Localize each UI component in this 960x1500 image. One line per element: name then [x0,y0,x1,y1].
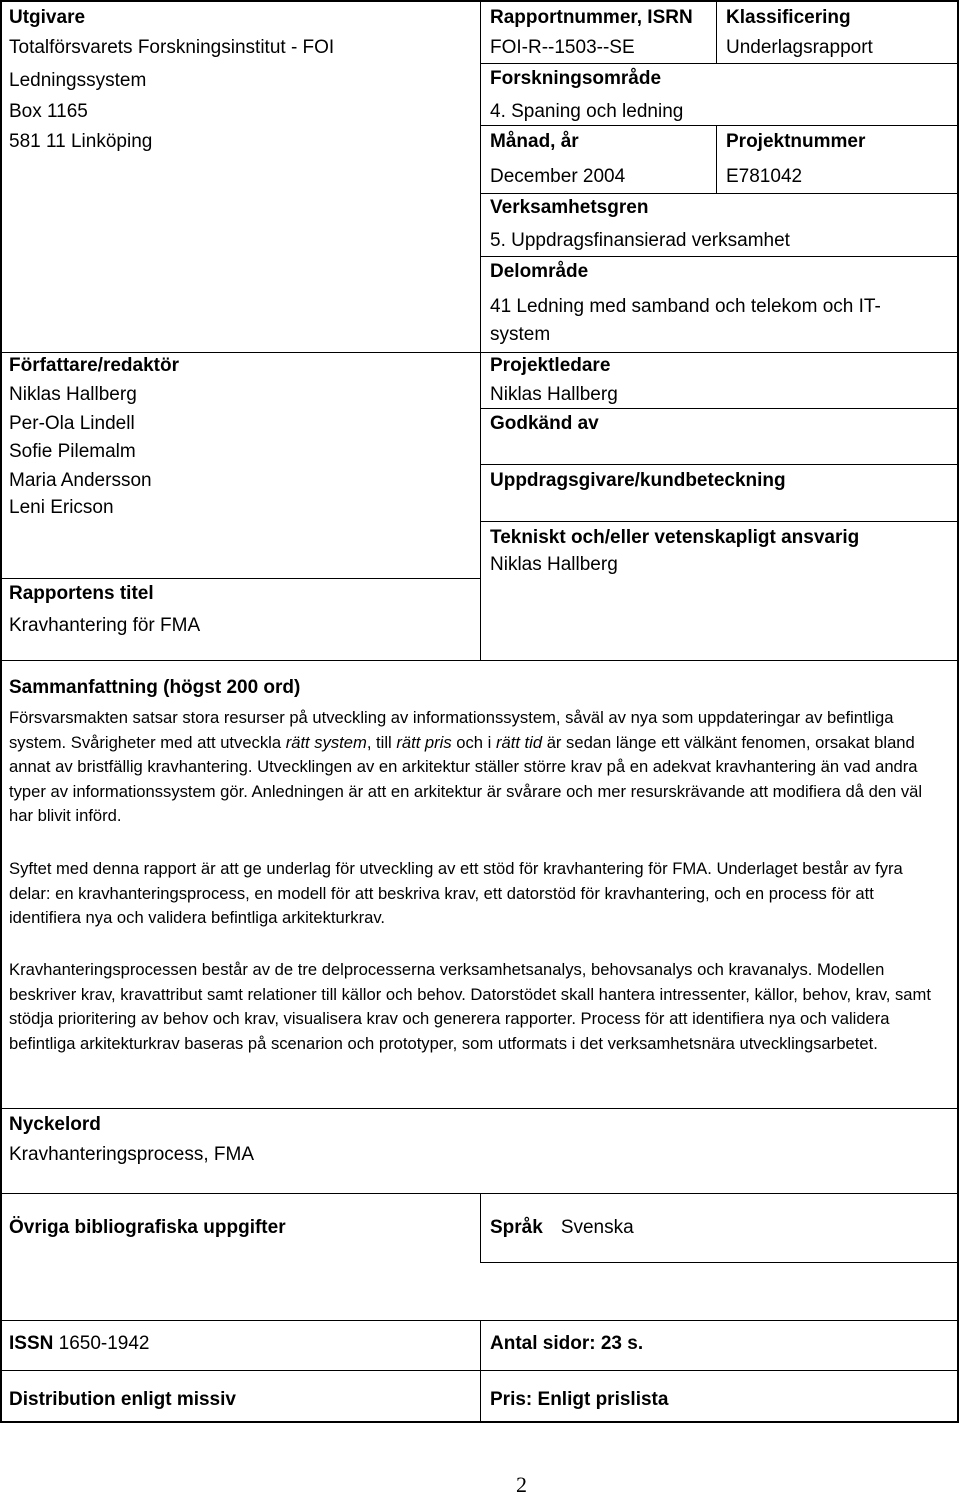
hline-keywords [0,1108,959,1109]
hline-4 [480,256,958,257]
hline-language-bottom [480,1262,958,1263]
hline-other [0,1193,959,1194]
hline-summary [0,660,959,661]
commissioner-label: Uppdragsgivare/kundbeteckning [490,470,786,491]
summary-paragraph-1: Försvarsmakten satsar stora resurser på utveckling av informationssystem, såväl av nya som uppdateringar av befintliga system. Svårigheter med att utveckla rätt system, till rätt pris och i rätt tid är sedan länge ett välkänt fenomen, orsakat bland annat av bristfällig kravhantering. Utvecklingen av en arkitektur ställer större krav på en adekvat kravhantering än vad andra typer av informationssystem gör. Anledningen är att en arkitektur är svårare och mer resurskrävande att modifiera då den väl har blivit införd. [9,708,923,825]
keywords-label: Nyckelord [9,1114,101,1135]
research-area-value: 4. Spaning och ledning [490,101,684,122]
month-year-label: Månad, år [490,131,579,152]
publisher-line-2: Ledningssystem [9,70,147,91]
language-value: Svenska [560,1217,634,1238]
divider-project-number [716,125,717,193]
business-branch-label: Verksamhetsgren [490,197,649,218]
hline-2 [480,125,958,126]
classification-value: Underlagsrapport [726,37,873,58]
hline-6 [480,408,958,409]
classification-label: Klassificering [726,7,851,28]
publisher-line-1: Totalförsvarets Forskningsinstitut - FOI [9,37,335,58]
publisher-label: Utgivare [9,7,86,28]
hline-1 [480,63,958,64]
divider-classification [716,0,717,63]
keywords-value: Kravhanteringsprocess, FMA [9,1144,254,1165]
issn-value: 1650-1942 [58,1333,150,1354]
pages-label: Antal sidor: [490,1333,596,1354]
author-1: Niklas Hallberg [9,384,137,405]
project-leader-value: Niklas Hallberg [490,384,618,405]
other-bib-label: Övriga bibliografiska uppgifter [9,1217,286,1238]
author-4: Maria Andersson [9,470,152,491]
hline-5 [480,352,958,353]
hline-left-2 [0,578,481,579]
month-year-value: December 2004 [490,166,626,187]
report-title-label: Rapportens titel [9,583,154,604]
frame-bottom [0,1421,959,1423]
report-number-value: FOI-R--1503--SE [490,37,635,58]
approved-by-label: Godkänd av [490,413,599,434]
issn-field [9,1333,150,1355]
research-area-label: Forskningsområde [490,68,662,89]
frame-left [0,0,2,1423]
subarea-label: Delområde [490,261,589,282]
technical-responsible-label: Tekniskt och/eller vetenskapligt ansvarig [490,527,860,548]
divider-left-col [480,0,481,660]
report-title-value: Kravhantering för FMA [9,615,201,636]
frame-right [957,0,959,1423]
language-field [490,1217,634,1239]
language-label: Språk [490,1217,543,1238]
hline-distribution [0,1370,959,1371]
hline-3 [480,193,958,194]
summary-label: Sammanfattning (högst 200 ord) [9,677,301,698]
project-leader-label: Projektledare [490,355,611,376]
hline-left-1 [0,352,481,353]
divider-language [480,1193,481,1262]
distribution-label: Distribution enligt missiv [9,1389,236,1410]
price-field [490,1389,668,1411]
summary-paragraph-2: Syftet med denna rapport är att ge underlag för utveckling av ett stöd för kravhantering för FMA. Underlaget består av fyra delar: en kravhanteringsprocess, en modell för att beskriva krav, ett datorstöd för kravhantering, och en process för att identifiera nya och validera befintliga arkitekturkrav. [9,859,903,927]
subarea-value-line-1: 41 Ledning med samband och telekom och IT- [490,296,881,317]
summary-paragraph-3: Kravhanteringsprocessen består av de tre delprocesserna verksamhetsanalys, behovsanalys och kravanalys. Modellen beskriver krav, kravattribut samt relationer till källor och behov. Datorstödet skall hantera intressenter, källor, behov, krav, samt stödja prioritering av behov och krav, visualisera krav och generera rapporter. Process för att identifiera nya och validera befintliga arkitekturkrav baseras på scenarion och prototyper, som utformats i det verksamhetsnära utvecklingsarbetet. [9,960,931,1053]
issn-label: ISSN [9,1333,54,1354]
technical-responsible-value: Niklas Hallberg [490,554,618,575]
author-5: Leni Ericson [9,497,114,518]
project-number-value: E781042 [726,166,803,187]
author-3: Sofie Pilemalm [9,441,136,462]
project-number-label: Projektnummer [726,131,866,152]
author-2: Per-Ola Lindell [9,413,135,434]
hline-7 [480,464,958,465]
report-number-label: Rapportnummer, ISRN [490,7,693,28]
page-number: 2 [516,1472,527,1497]
pages-value: 23 s. [600,1333,644,1354]
price-value: Enligt prislista [537,1389,669,1410]
price-label: Pris: [490,1389,533,1410]
publisher-line-4: 581 11 Linköping [9,131,153,152]
hline-8 [480,521,958,522]
publisher-line-3: Box 1165 [9,101,88,122]
hline-issn [0,1320,959,1321]
pages-field [490,1333,643,1355]
subarea-value-line-2: system [490,324,551,345]
business-branch-value: 5. Uppdragsfinansierad verksamhet [490,230,790,251]
authors-label: Författare/redaktör [9,355,179,376]
